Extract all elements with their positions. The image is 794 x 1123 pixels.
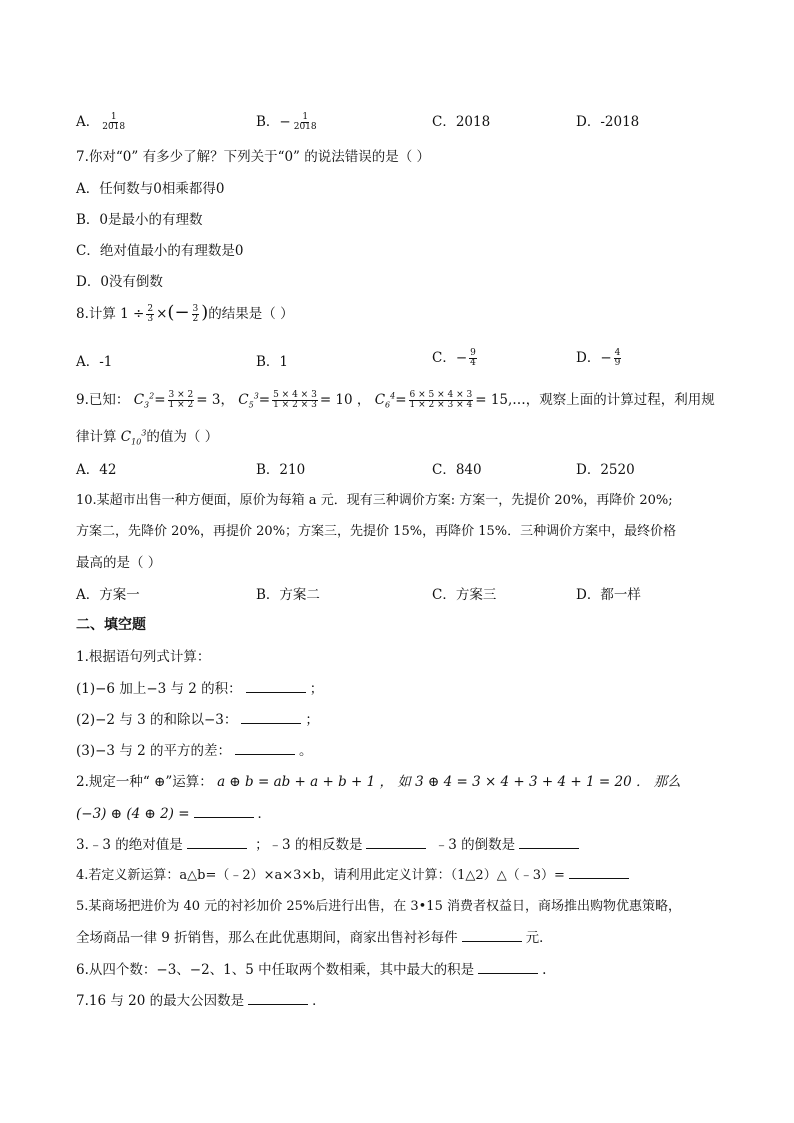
fill1-part2 (76, 708, 319, 728)
q9-stem-pre: 9.已知： (76, 392, 130, 408)
q10-line2: 方案二，先降价 20%，再提价 20%；方案三，先提价 15%，再降价 15%．三种调价方案中，最终价格 (76, 524, 677, 539)
q9-option-c: C．840 (432, 462, 482, 478)
q8-option-a: A．-1 (76, 354, 113, 370)
fill7-blank (248, 992, 308, 1005)
q7-option-a: A．任何数与0相乘都得0 (76, 181, 225, 197)
q9-c2-den: 1 × 2 × 3 (273, 400, 317, 410)
q9-c1-sub: 3 (144, 400, 150, 410)
fill7-end: ． (312, 993, 326, 1009)
fill2-example: 如 3 ⊕ 4 = 3 × 4 + 3 + 4 + 1 = 20 ． 那么 (397, 774, 681, 790)
q9-line2-post: 的值为（ ） (146, 429, 219, 445)
q8-stem-post: 的结果是（ ） (208, 306, 294, 322)
fill3-blank3 (519, 836, 579, 849)
q9-c3: $C_6^4$ (374, 391, 396, 410)
fill2-line1 (76, 770, 681, 790)
fill5-line1: 5.某商场把进价为 40 元的衬衫加价 25%后进行出售，在 3•15 消费者权益日，商场推出购物优惠策略， (76, 899, 681, 914)
q9-c3-sub: 6 (385, 400, 391, 410)
q6-option-d: D．-2018 (576, 114, 640, 130)
q8-option-c (432, 346, 479, 368)
q9-c3-frac (409, 391, 474, 411)
fill4-blank (569, 866, 629, 879)
q6-a-num: 1 (110, 111, 117, 122)
fill2-blank (194, 805, 254, 818)
q9-c2-sup: 3 (253, 391, 259, 401)
q7-stem: 7.你对“0” 有多少了解？下列关于“0” 的说法错误的是（ ） (76, 149, 431, 165)
q6-a-den: 2018 (102, 122, 126, 132)
fill1-p1-end: ； (309, 681, 324, 697)
q9-c1-frac (168, 391, 195, 411)
q9-c4: $C_{10}^3$ (120, 428, 147, 447)
q9-c2-num: 5 × 4 × 3 (273, 389, 317, 400)
fill6-blank (478, 961, 538, 974)
fill4-text: 4.若定义新运算：a△b=（﹣2）×a×3×b，请利用此定义计算：（1△2）△（﹣3）= (76, 868, 565, 883)
q10-option-b: B．方案二 (256, 587, 320, 603)
q9-c4-sup: 3 (141, 428, 147, 438)
fill3-p1: 3.﹣3 的绝对值是 (76, 837, 183, 853)
fill1-p1-text: (1)−6 加上−3 与 2 的积： (76, 681, 242, 697)
q9-option-d: D．2520 (576, 462, 635, 478)
q8-d-den: 9 (614, 358, 621, 368)
q9-option-b: B．210 (256, 462, 306, 478)
fill1-p2-blank (241, 711, 301, 724)
fill6-end: . (542, 962, 547, 978)
q9-stem-line1: 9.已知： $C_3^2=$ $\frac{3 \times 2}{1 \times 2}$ = 3， $C_5^3=$ $\frac{5 \times 4 \times 3}{1 \times 2 \times 3}$ = 10 ， $C_6^4=$ $\frac{6 \times 5 \times 4 \times 3}{1 \times 2 \times 3 \times 4}$ = 15,…，观察上面的计算过程，利用规 (76, 389, 715, 410)
q8-c-fraction (469, 349, 477, 369)
q9-line2-pre: 律计算 (76, 429, 117, 445)
q9-c1-den: 1 × 2 (168, 400, 194, 410)
q8-times: × (156, 306, 168, 322)
q10-line3: 最高的是（ ） (76, 555, 162, 571)
q6-a-fraction (101, 113, 126, 133)
fill3-p2: ；﹣3 的相反数是 (255, 837, 363, 853)
fill3-blank2 (366, 836, 426, 849)
section-title-fill-in: 二、填空题 (76, 617, 146, 633)
q8-frac2 (192, 305, 200, 325)
q8-d-label: D．− (576, 350, 612, 366)
fill1-part3 (76, 739, 313, 759)
q8-d-fraction (614, 349, 622, 369)
q10-option-d: D．都一样 (576, 587, 641, 603)
q9-c4-sub: 10 (131, 437, 142, 447)
fill5-end: 元． (525, 930, 553, 946)
q6-b-fraction (293, 113, 318, 133)
q8-paren-close: ) (201, 302, 209, 323)
q10-option-a: A．方案一 (76, 587, 140, 603)
q9-option-a: A．42 (76, 462, 117, 478)
q9-stem-tail: ,…，观察上面的计算过程，利用规 (508, 392, 715, 408)
fill3-p3: ﹣3 的倒数是 (434, 837, 516, 853)
fill2-expression: (−3) ⊕ (4 ⊕ 2) = (76, 806, 190, 822)
q9-c1-num: 3 × 2 (168, 389, 194, 400)
q9-c2-res: = 10 ， (319, 392, 371, 408)
q8-f2-den: 2 (192, 314, 199, 324)
q8-f2-num: 3 (192, 303, 199, 314)
q6-option-c: C．2018 (432, 114, 491, 130)
q8-paren-open: (− (167, 302, 190, 323)
fill5-blank (462, 929, 522, 942)
fill5-line2 (76, 926, 553, 946)
q8-f1-num: 2 (147, 303, 154, 314)
q9-c3-res: = 15 (475, 392, 509, 408)
q6-option-b (256, 110, 320, 132)
q8-c-den: 4 (470, 358, 476, 368)
q8-c-num: 9 (470, 347, 476, 358)
q8-frac1 (146, 305, 154, 325)
q8-f1-den: 3 (147, 314, 154, 324)
q8-option-b: B．1 (256, 354, 289, 370)
q7-option-b: B．0是最小的有理数 (76, 212, 203, 228)
fill1-p1-blank (246, 680, 306, 693)
fill2-definition: a ⊕ b = ab + a + b + 1 ， (217, 774, 394, 790)
q6-b-den: 2018 (293, 122, 317, 132)
q9-c2-frac (272, 391, 318, 411)
fill3 (76, 833, 583, 853)
q8-c-label: C．− (432, 350, 468, 366)
fill4 (76, 864, 633, 883)
q9-c3-den: 1 × 2 × 3 × 4 (409, 400, 473, 410)
q9-stem-line2 (76, 425, 218, 447)
q8-d-num: 4 (614, 347, 621, 358)
q8-stem (76, 302, 294, 324)
q9-c3-sup: 4 (390, 391, 396, 401)
fill6-text: 6.从四个数：−3、−2、1、5 中任取两个数相乘，其中最大的积是 (76, 962, 475, 978)
fill1-stem: 1.根据语句列式计算： (76, 649, 211, 665)
q8-option-d (576, 346, 623, 368)
fill2-end: ． (257, 806, 272, 822)
q7-option-c: C．绝对值最小的有理数是0 (76, 243, 244, 259)
q6-a-label: A． (76, 114, 100, 130)
fill1-p3-end: 。 (299, 743, 313, 759)
q9-c1-sup: 2 (149, 391, 155, 401)
q7-option-d: D．0没有倒数 (76, 274, 163, 290)
q6-b-num: 1 (302, 111, 309, 122)
q9-c3-num: 6 × 5 × 4 × 3 (409, 389, 473, 400)
q6-b-sign: − (279, 114, 291, 130)
q9-c1-res: = 3， (196, 392, 234, 408)
q9-c2: $C_5^3$ (238, 391, 259, 410)
fill2-line2 (76, 802, 271, 822)
q6-option-a (76, 110, 128, 132)
q9-c2-sub: 5 (248, 400, 254, 410)
q10-option-c: C．方案三 (432, 587, 497, 603)
fill1-p2-end: ； (305, 712, 319, 728)
fill6 (76, 958, 546, 978)
fill5-line2-text: 全场商品一律 9 折销售，那么在此优惠期间，商家出售衬衫每件 (76, 930, 458, 946)
fill2-pre: 2.规定一种“ ⊕”运算： (76, 774, 213, 790)
q9-c1: $C_3^2$ (133, 391, 155, 410)
fill1-p3-text: (3)−3 与 2 的平方的差： (76, 743, 231, 759)
fill1-part1 (76, 677, 323, 697)
q6-b-label: B． (256, 114, 280, 130)
fill7-text: 7.16 与 20 的最大公因数是 (76, 993, 245, 1009)
q8-stem-pre: 8.计算 1 ÷ (76, 306, 145, 322)
fill1-p3-blank (235, 742, 295, 755)
q10-line1: 10.某超市出售一种方便面，原价为每箱 a 元．现有三种调价方案: 方案一，先提价 20%，再降价 20%; (76, 493, 673, 508)
fill3-blank1 (187, 836, 247, 849)
fill7 (76, 989, 326, 1009)
fill1-p2-text: (2)−2 与 3 的和除以−3： (76, 712, 238, 728)
